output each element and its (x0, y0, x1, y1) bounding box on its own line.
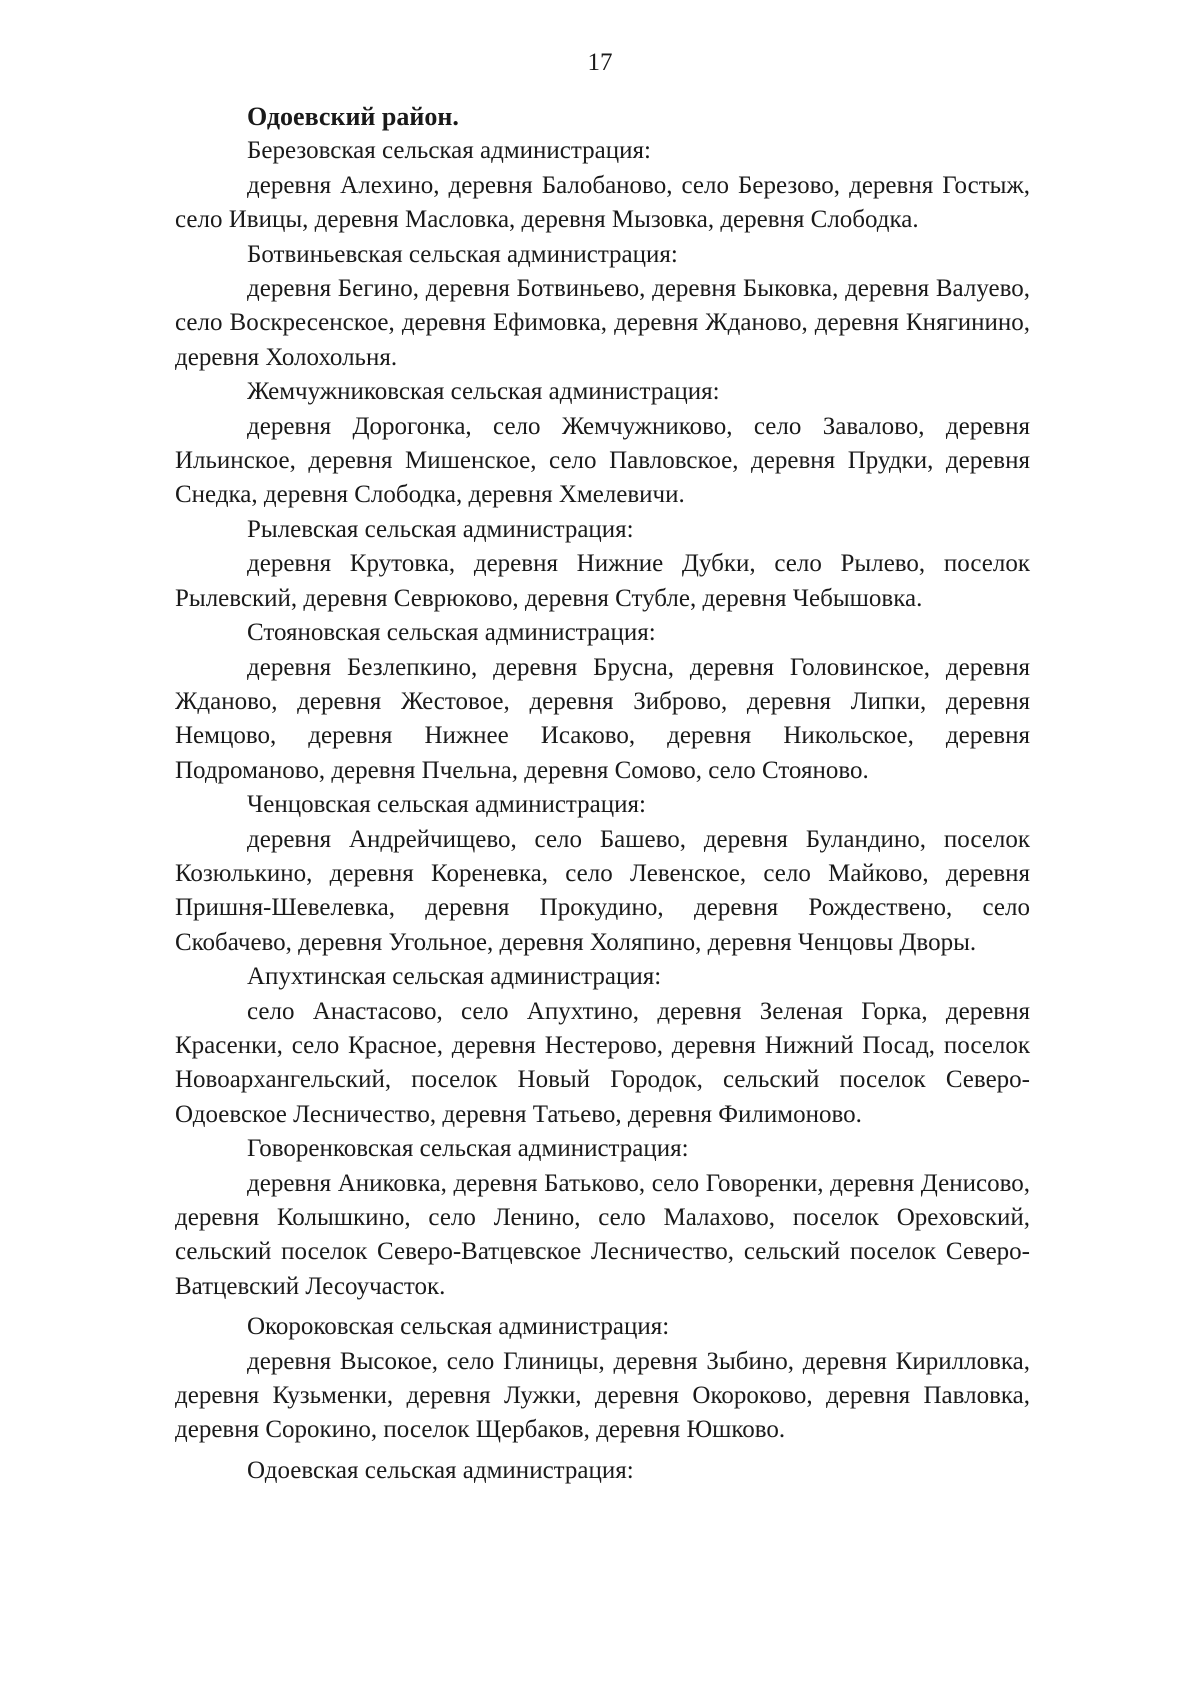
settlement-list-botvinevskaya: деревня Бегино, деревня Ботвиньево, деревня Быковка, деревня Валуево, село Воскресенское, деревня Ефимовка, деревня Жданово, деревня Княгинино, деревня Холохольня. (175, 275, 1030, 371)
admin-heading-apukhtinskaya: Апухтинская сельская администрация: (247, 963, 662, 991)
admin-heading-rylevskaya: Рылевская сельская администрация: (247, 515, 634, 543)
settlement-list-rylevskaya: деревня Крутовка, деревня Нижние Дубки, село Рылево, поселок Рылевский, деревня Севрюково, деревня Стубле, деревня Чебышовка. (175, 550, 1030, 612)
settlement-list-zhemchuzhnikovskaya: деревня Дорогонка, село Жемчужниково, село Завалово, деревня Ильинское, деревня Мишенское, село Павловское, деревня Прудки, деревня Снедка, деревня Слободка, деревня Хмелевичи. (175, 412, 1030, 509)
admin-heading-govorenkovskaya: Говоренковская сельская администрация: (247, 1135, 689, 1163)
settlement-list-govorenkovskaya: деревня Аниковка, деревня Батьково, село Говоренки, деревня Денисово, деревня Колышкино, село Ленино, село Малахово, поселок Ореховский, сельский поселок Северо-Ватцевское Лесничество, сельский поселок Северо-Ватцевский Лесоучасток. (175, 1169, 1030, 1300)
document-body (175, 100, 1030, 1488)
admin-heading-chentsovskaya: Ченцовская сельская администрация: (247, 791, 646, 819)
settlement-list-chentsovskaya: деревня Андрейчищево, село Башево, деревня Буландино, поселок Козюлькино, деревня Кореневка, село Левенское, село Майково, деревня Пришня-Шевелевка, деревня Прокудино, деревня Рождествено, село Скобачево, деревня Угольное, деревня Холяпино, деревня Ченцовы Дворы. (175, 825, 1030, 956)
admin-heading-stoyanovskaya: Стояновская сельская администрация: (247, 619, 656, 647)
settlement-list-berezovskaya: деревня Алехино, деревня Балобаново, село Березово, деревня Гостыж, село Ивицы, деревня Масловка, деревня Мызовка, деревня Слободка. (175, 171, 1030, 234)
admin-heading-botvinevskaya: Ботвиньевская сельская администрация: (247, 240, 678, 268)
settlement-list-apukhtinskaya: село Анастасово, село Апухтино, деревня Зеленая Горка, деревня Красенки, село Красное, деревня Нестерово, деревня Нижний Посад, поселок Новоархангельский, поселок Новый Городок, сельский поселок Северо-Одоевское Лесничество, деревня Татьево, деревня Филимоново. (175, 997, 1030, 1128)
page-number: 17 (587, 49, 613, 76)
admin-heading-zhemchuzhnikovskaya: Жемчужниковская сельская администрация: (247, 378, 720, 406)
settlement-list-okorokovskaya: деревня Высокое, село Глиницы, деревня Зыбино, деревня Кирилловка, деревня Кузьменки, деревня Лужки, деревня Окороково, деревня Павловка, деревня Сорокино, поселок Щербаков, деревня Юшково. (175, 1347, 1030, 1444)
district-title: Одоевский район. (247, 102, 459, 131)
admin-heading-odoevskaya: Одоевская сельская администрация: (247, 1456, 634, 1484)
admin-heading-berezovskaya: Березовская сельская администрация: (247, 137, 651, 165)
admin-heading-okorokovskaya: Окороковская сельская администрация: (247, 1313, 670, 1341)
settlement-list-stoyanovskaya: деревня Безлепкино, деревня Брусна, деревня Головинское, деревня Жданово, деревня Жестовое, деревня Зиброво, деревня Липки, деревня Немцово, деревня Нижнее Исаково, деревня Никольское, деревня Подроманово, деревня Пчельна, деревня Сомово, село Стояново. (175, 653, 1030, 784)
